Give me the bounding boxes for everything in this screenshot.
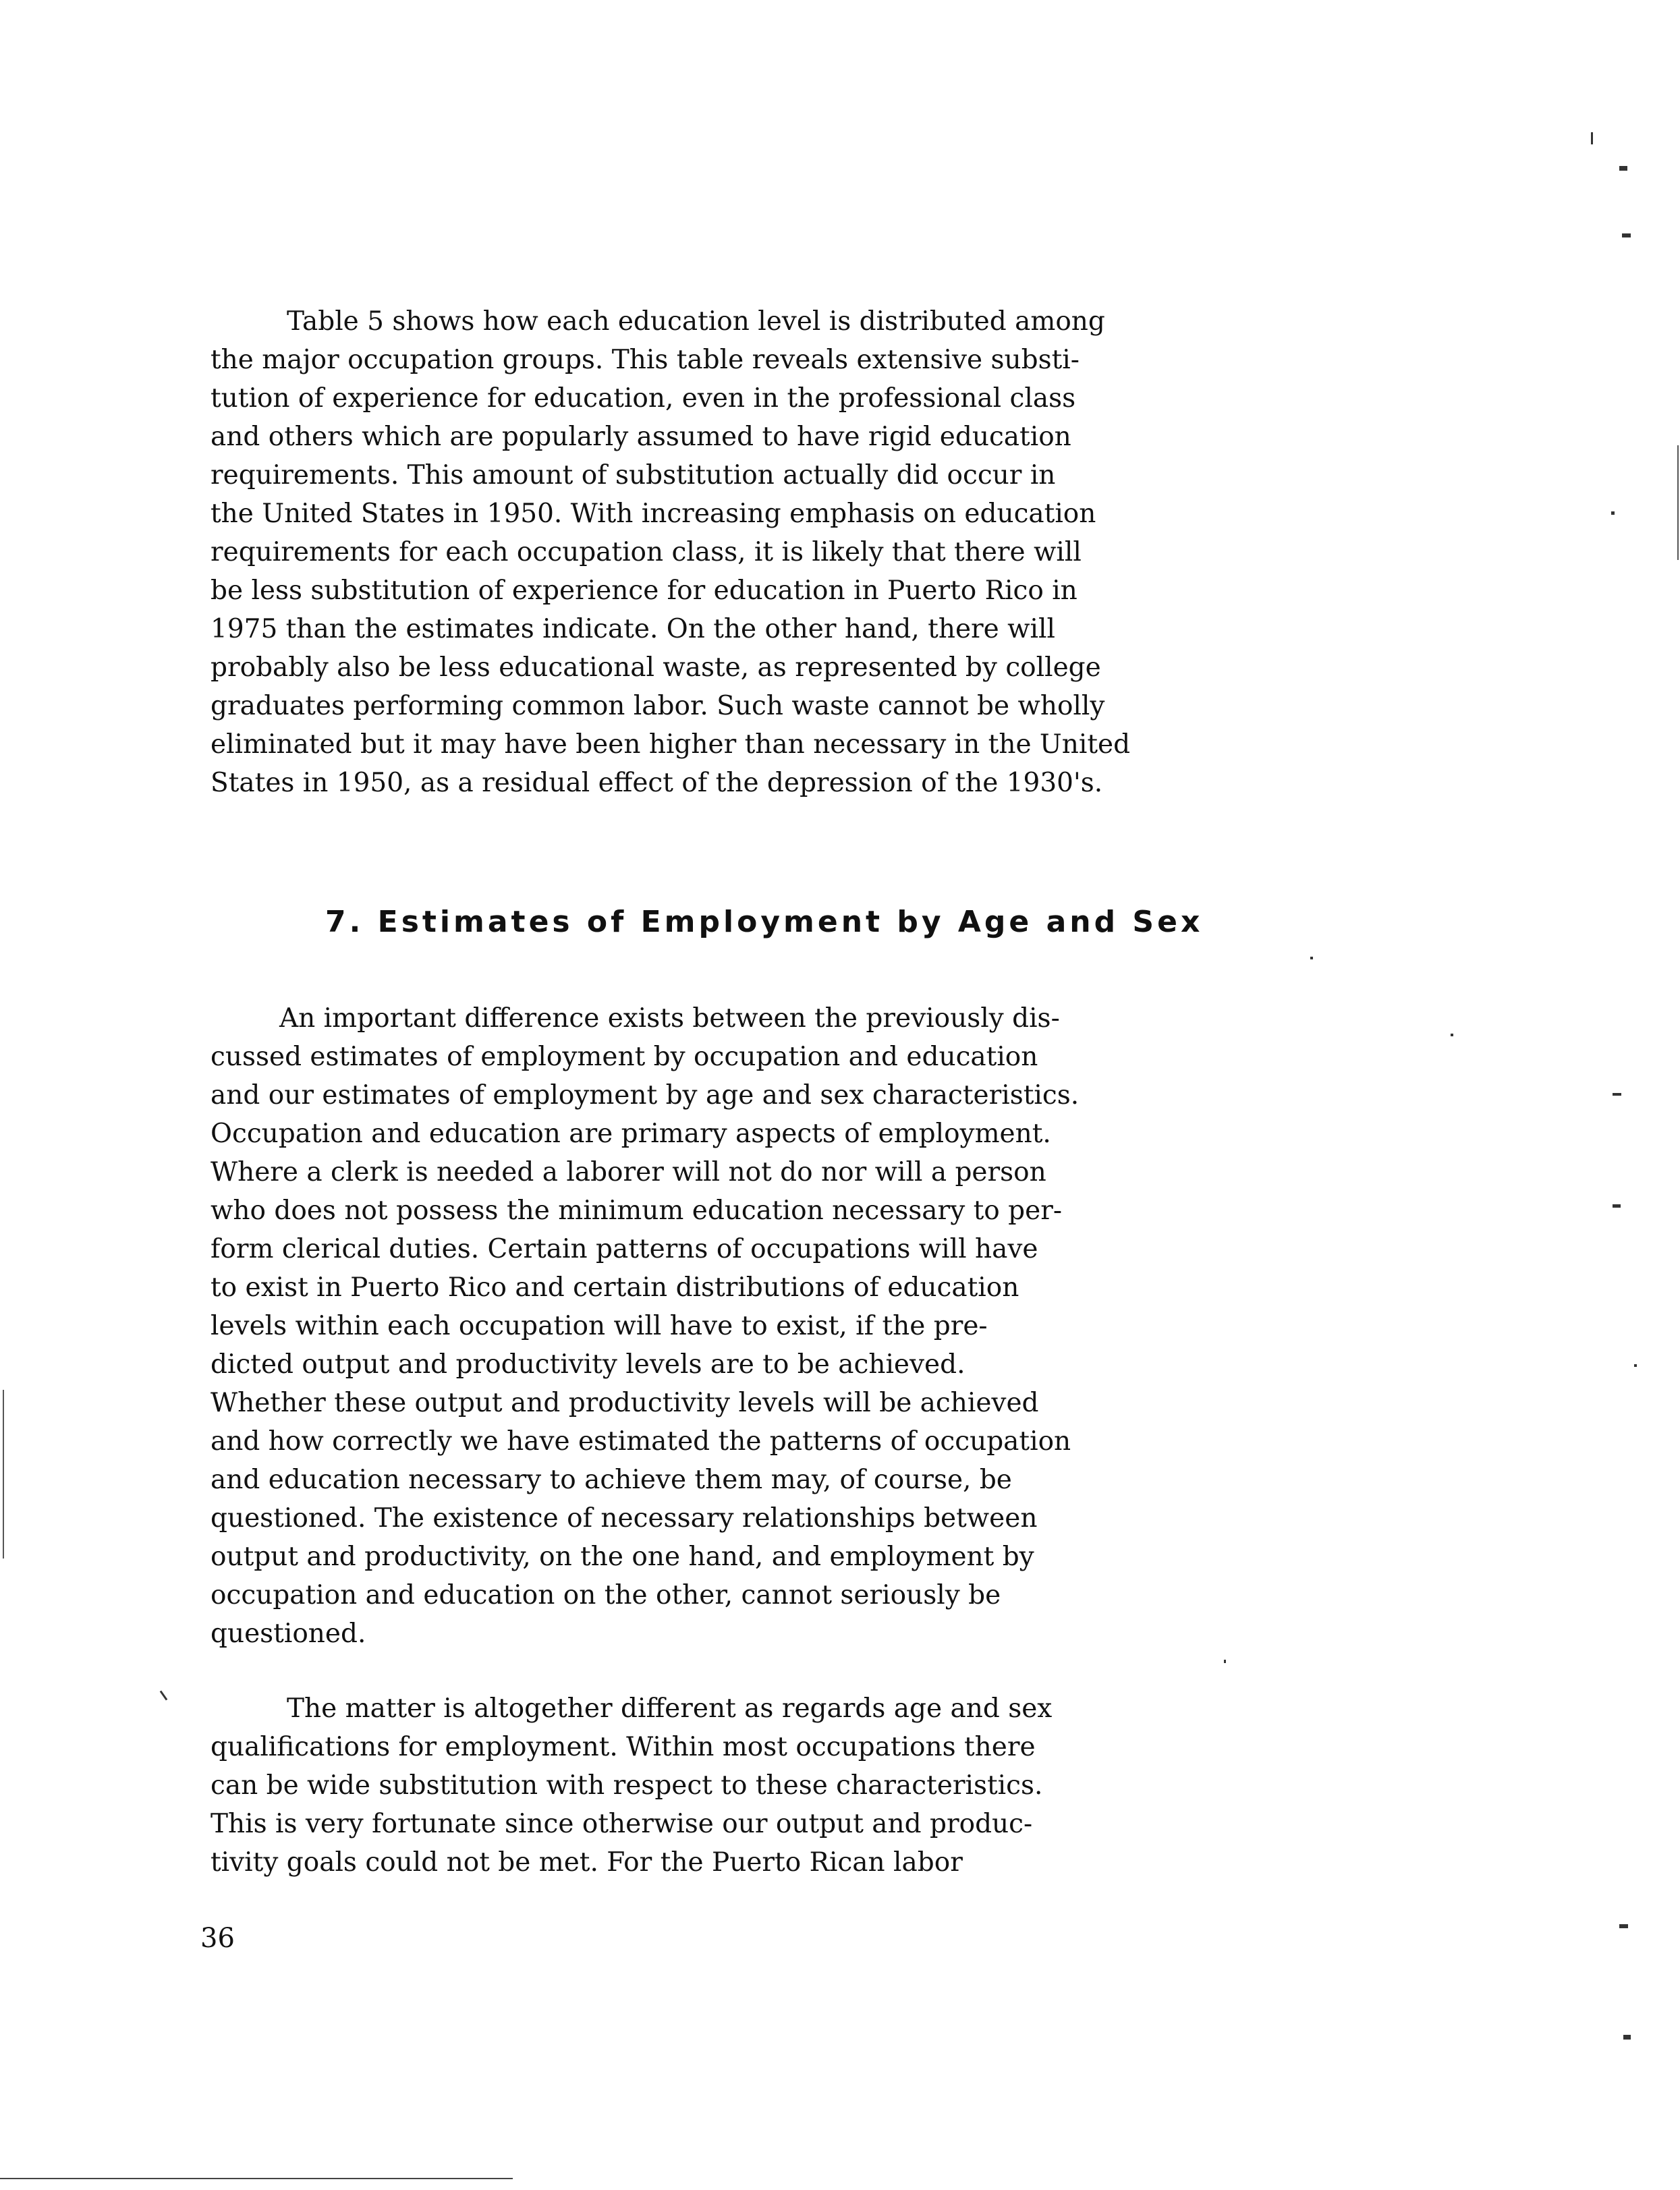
text-line: and others which are popularly assumed to have rigid education <box>211 422 1071 452</box>
text-line: 1975 than the estimates indicate. On the other hand, there will <box>211 614 1055 644</box>
text-line: questioned. <box>211 1619 366 1649</box>
text-line: tution of experience for education, even in the professional class <box>211 383 1076 414</box>
text-line: Table 5 shows how each education level is distributed among <box>287 306 1105 337</box>
scan-speck <box>1310 957 1313 959</box>
page-number: 36 <box>200 1923 235 1954</box>
text-line: and our estimates of employment by age and sex characteristics. <box>211 1080 1080 1111</box>
text-line: and how correctly we have estimated the patterns of occupation <box>211 1426 1071 1457</box>
scan-speck <box>1224 1660 1226 1663</box>
text-line: be less substitution of experience for education in Puerto Rico in <box>211 575 1077 606</box>
scan-speck <box>1613 1093 1621 1096</box>
text-line: graduates performing common labor. Such waste cannot be wholly <box>211 691 1105 721</box>
text-line: requirements. This amount of substitution actually did occur in <box>211 460 1056 490</box>
scan-speck <box>1623 2035 1631 2040</box>
text-line: Where a clerk is needed a laborer will not do nor will a person <box>211 1157 1046 1187</box>
text-line: States in 1950, as a residual effect of the depression of the 1930's. <box>211 768 1103 798</box>
scan-speck <box>1451 1034 1453 1036</box>
text-line: probably also be less educational waste, as represented by college <box>211 652 1101 683</box>
scan-speck <box>1613 1204 1621 1208</box>
text-line: can be wide substitution with respect to these characteristics. <box>211 1770 1043 1801</box>
text-line: eliminated but it may have been higher than necessary in the United <box>211 729 1131 760</box>
scan-speck <box>1591 132 1593 144</box>
text-line: An important difference exists between the previously dis- <box>279 1003 1060 1034</box>
text-line: and education necessary to achieve them may, of course, be <box>211 1465 1012 1495</box>
text-line: the major occupation groups. This table reveals extensive substi- <box>211 345 1080 375</box>
scan-speck <box>1611 511 1615 515</box>
text-line: the United States in 1950. With increasing emphasis on education <box>211 499 1096 529</box>
text-line: who does not possess the minimum education necessary to per- <box>211 1196 1063 1226</box>
text-line: qualifications for employment. Within most occupations there <box>211 1732 1036 1762</box>
text-line: tivity goals could not be met. For the Puerto Rican labor <box>211 1847 963 1878</box>
paragraph-age-sex-qualifications <box>211 1689 1052 1882</box>
paragraph-employment-differences <box>211 999 1079 1653</box>
text-line: requirements for each occupation class, it is likely that there will <box>211 537 1082 567</box>
text-line: Whether these output and productivity levels will be achieved <box>211 1388 1039 1418</box>
text-line: cussed estimates of employment by occupation and education <box>211 1042 1038 1072</box>
scan-speck <box>1634 1364 1637 1367</box>
text-line: to exist in Puerto Rico and certain distributions of education <box>211 1272 1019 1303</box>
text-line: Occupation and education are primary aspects of employment. <box>211 1119 1051 1149</box>
paragraph-education-distribution <box>211 302 1130 802</box>
scan-speck <box>1619 1924 1628 1928</box>
text-line: form clerical duties. Certain patterns of occupations will have <box>211 1234 1038 1264</box>
text-line: This is very fortunate since otherwise our output and produc- <box>211 1809 1033 1839</box>
text-line: The matter is altogether different as regards age and sex <box>287 1693 1053 1724</box>
bottom-edge-line <box>0 2178 513 2179</box>
text-line: dicted output and productivity levels are to be achieved. <box>211 1349 965 1380</box>
text-line: questioned. The existence of necessary relationships between <box>211 1503 1038 1534</box>
scan-speck <box>160 1691 168 1701</box>
scan-speck <box>1622 233 1631 237</box>
text-line: occupation and education on the other, cannot seriously be <box>211 1580 1001 1610</box>
text-line: output and productivity, on the one hand, and employment by <box>211 1542 1034 1572</box>
section-heading: 7. Estimates of Employment by Age and Sex <box>325 905 1204 939</box>
scan-speck <box>1619 166 1627 171</box>
text-line: levels within each occupation will have to exist, if the pre- <box>211 1311 988 1341</box>
left-margin-line <box>3 1390 4 1559</box>
right-margin-line <box>1677 445 1679 560</box>
